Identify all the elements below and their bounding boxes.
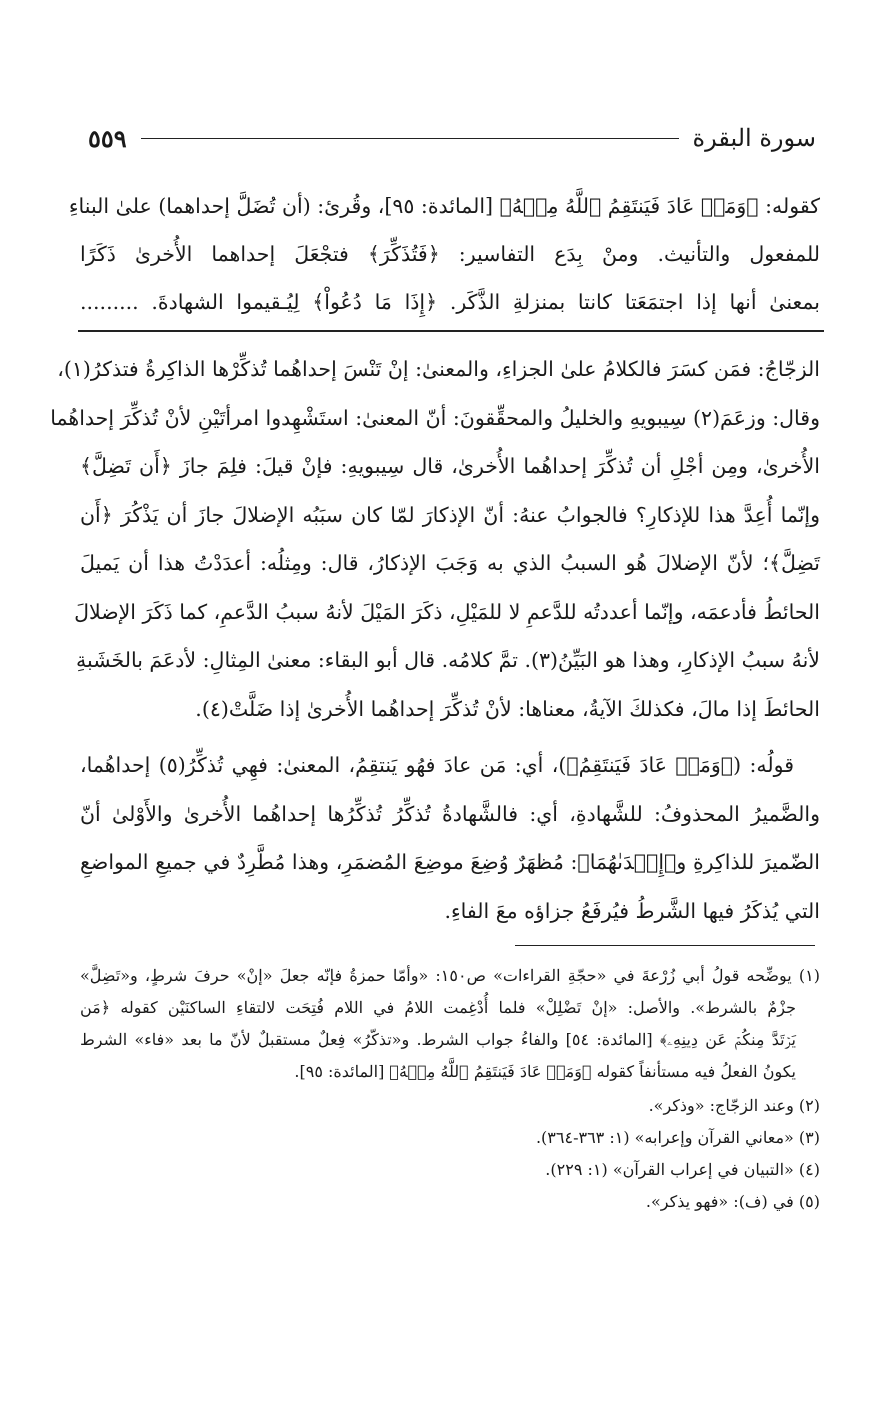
- header-rule: [141, 138, 679, 139]
- text-line: بمعنىٰ أنها إذا اجتمَعَتا كانتا بمنزلةِ الذَّكَر. ﴿إِذَا مَا دُعُواْ﴾ لِيُـقيموا الشهادةَ. .........: [80, 290, 820, 314]
- text-line: لأنهُ سببُ الإذكارِ، وهذا هو البَيِّنُ(٣). تمَّ كلامُه. قال أبو البقاء: معنىٰ المِثالِ: لأدعَمَ بالخَشَبةِ: [76, 648, 820, 672]
- text-line: وإنّما أُعِدَّ هذا للإذكارِ؟ فالجوابُ عنهُ: أنّ الإذكارَ لمّا كان سبَبُه الإضلالَ جازَ أن يَذْكُرَ ﴿أَن: [80, 502, 820, 527]
- footnote-divider: [515, 945, 815, 946]
- footnote-2: (٢) وعند الزجّاج: «وذكر».: [648, 1096, 820, 1115]
- page-header: [88, 118, 816, 158]
- text-line: الأُخرىٰ، ومِن أجْلِ أن تُذكِّرَ إحداهُما الأُخرىٰ، قال سِيبويهِ: فإنْ قيلَ: فلِمَ جازَ ﴿أَن تَضِلَّ﴾: [80, 454, 820, 478]
- footnote-line: يكونُ الفعلُ فيه مستأنفاً كقوله ﴿وَمَنۡ عَادَ فَيَنتَقِمُ ٱللَّهُ مِنۡهُ﴾ [المائدة: ٩٥].: [294, 1062, 796, 1081]
- footnote-line: جزْمٌ بالشرط». والأصل: «إنْ تَضْلِلْ» فلما أُدْغِمت اللامُ في اللام فُتِحَت لالتقاءِ الساكنَيْن كقوله ﴿مَن: [80, 998, 796, 1017]
- text-line: للمفعول والتأنيث. ومنْ بِدَع التفاسير: ﴿فَتُذَكِّرَ﴾ فتجْعَلَ إحداهما الأُخرىٰ ذَكَرًا: [80, 242, 820, 266]
- text-line: الزجّاجُ: فمَن كسَرَ فالكلامُ علىٰ الجزاءِ، والمعنىٰ: إنْ تَنْسَ إحداهُما تُذكِّرْها الذاكِرةُ فتذكرُ(١)،: [57, 357, 820, 381]
- text-line: وقال: وزعَمَ(٢) سِيبويهِ والخليلُ والمحقِّقونَ: أنّ المعنىٰ: استَشْهِدوا امرأتَيْنِ لأنْ تُذكِّرَ إحداهُما: [50, 405, 820, 430]
- footnote-4: (٤) «التبيان في إعراب القرآن» (١: ٢٢٩).: [545, 1160, 820, 1179]
- main-text-upper: [68, 182, 820, 326]
- text-line: قولُه: (﴿وَمَنۡ عَادَ فَيَنتَقِمُ﴾)، أي: مَن عادَ فهُو يَنتقِمُ، المعنىٰ: فهِي تُذكِّرُ(٥) إحداهُما،: [80, 753, 794, 777]
- text-line: كقوله: ﴿وَمَنۡ عَادَ فَيَنتَقِمُ ٱللَّهُ مِنۡهُ﴾ [المائدة: ٩٥]، وقُرئ: (أن تُضَلَّ إحداهما) علىٰ البناءِ: [68, 194, 820, 218]
- surah-title: سورة البقرة: [692, 124, 816, 152]
- commentary-paragraph: [80, 741, 820, 935]
- footnote-line: (١) يوضِّحه قولُ أبي زُرْعةَ في «حجّةِ القراءات» ص١٥٠: «وأمّا حمزةُ فإنّه جعلَ «إنْ» حرفَ شرطٍ، و«تَضِلَّ»: [80, 966, 820, 985]
- page-number: ٥٥٩: [88, 123, 127, 153]
- footnote-5: (٥) في (ف): «فهو يذكر».: [645, 1192, 820, 1211]
- footnotes: [80, 960, 820, 1218]
- footnote-3: (٣) «معاني القرآن وإعرابه» (١: ٣٦٣-٣٦٤).: [535, 1128, 820, 1147]
- commentary-paragraph: [50, 345, 820, 733]
- commentary-divider: [78, 330, 824, 332]
- text-line: والضَّميرُ المحذوفُ: للشَّهادةِ، أي: فالشَّهادةُ تُذكِّرُ تُذكِّرُها إحداهُما الأُخرىٰ والأَوْلىٰ أنّ: [80, 801, 820, 826]
- text-line: الضّميرَ للذاكِرةِ و﴿إِحۡدَىٰهُمَا﴾: مُظهَرٌ وُضِعَ موضِعَ المُضمَرِ، وهذا مُطَّرِدٌ في جميعِ المواضعِ: [80, 850, 820, 874]
- text-line: الحائطُ فأدعمَه، وإنّما أعددتُه للدَّعمِ لا للمَيْلِ، ذكَرَ المَيْلَ لأنهُ سببُ الدَّعمِ، كما ذَكَرَ الإضلالَ: [74, 599, 820, 624]
- text-line: الحائطَ إذا مالَ، فكذلكَ الآيةُ، معناها: لأنْ تُذكِّرَ إحداهُما الأُخرىٰ إذا ضَلَّتْ(٤).: [195, 696, 820, 721]
- text-line: تَضِلَّ﴾؛ لأنّ الإضلالَ هُو السببُ الذي به وَجَبَ الإذكارُ، قال: ومِثلُه: أعدَدْتُ هذا أن يَميلَ: [80, 551, 820, 575]
- commentary-text: [50, 345, 820, 943]
- text-line: التي يُذكَرُ فيها الشَّرطُ فيُرفَعُ جزاؤه معَ الفاءِ.: [444, 898, 820, 923]
- footnote-line: يَرۡتَدَّ مِنكُمۡ عَن دِينِهِۦ﴾ [المائدة: ٥٤] والفاءُ جواب الشرط. و«تذكّرُ» فِعلٌ مستقبلٌ لأنّ ما بعد «فاء» الشرط: [80, 1030, 796, 1049]
